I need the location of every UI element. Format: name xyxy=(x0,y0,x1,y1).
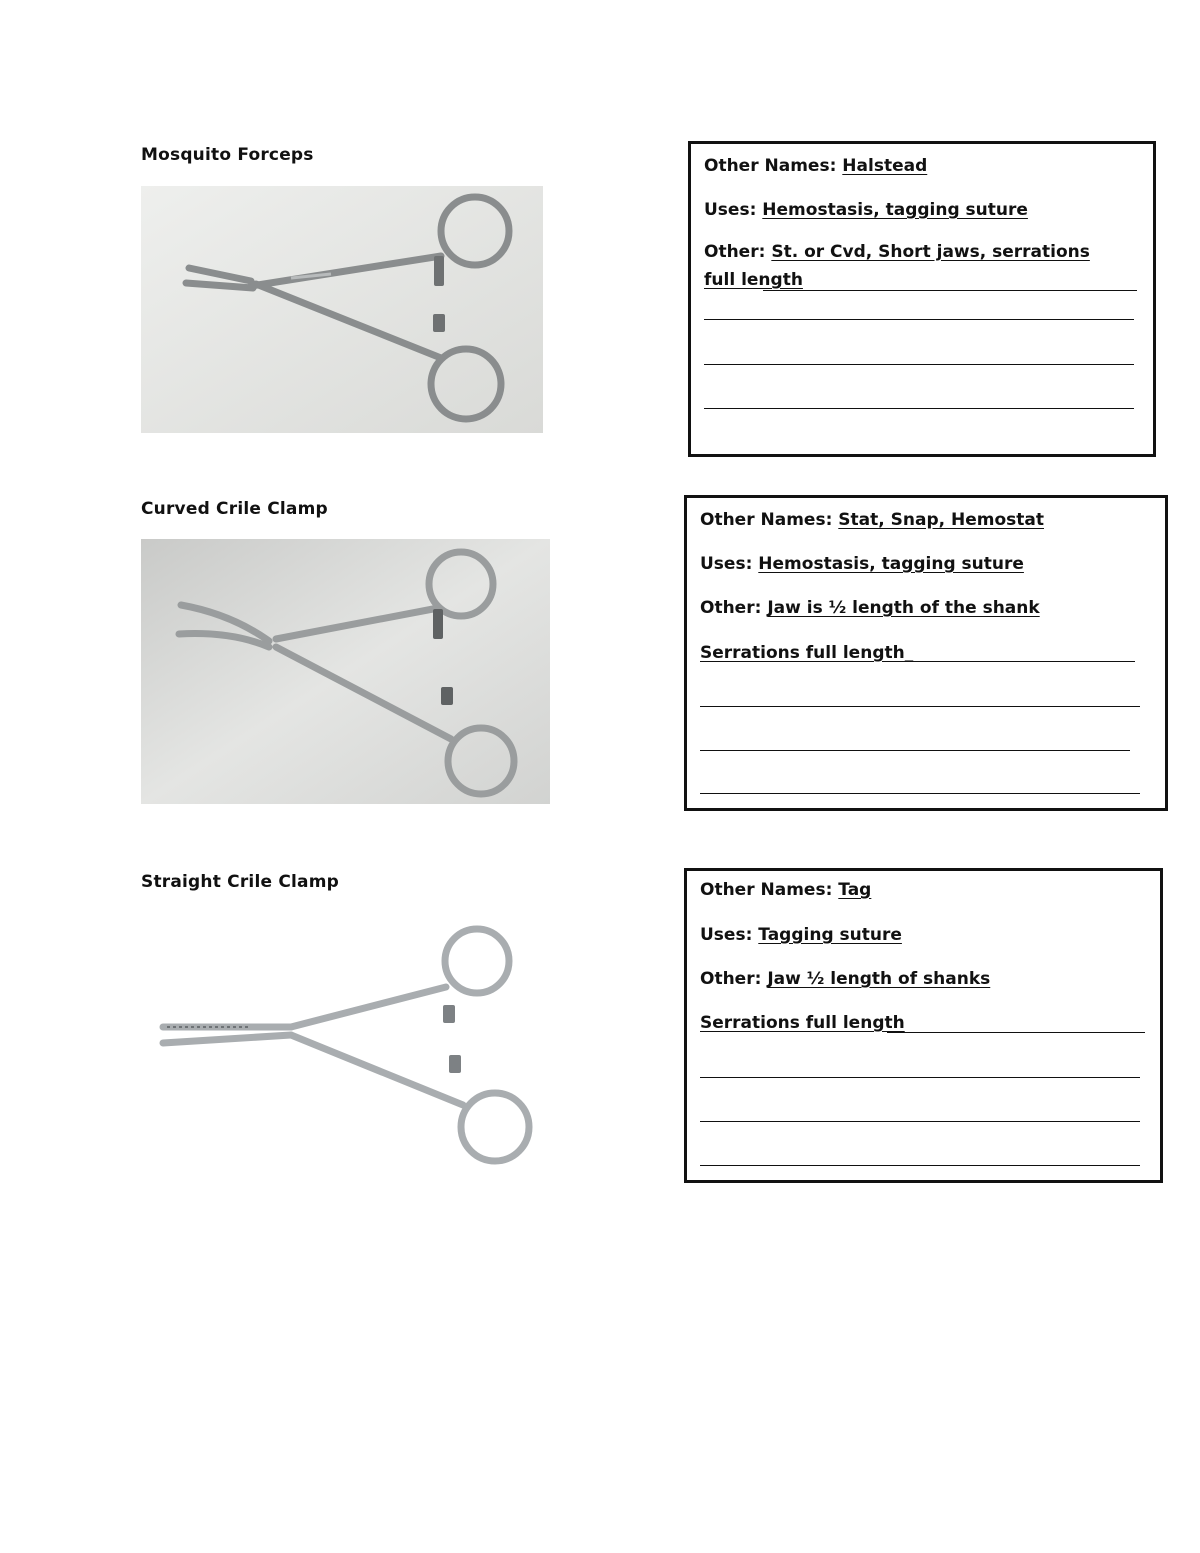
serrations-note: Serrations full length xyxy=(700,1013,905,1033)
instrument-title: Mosquito Forceps xyxy=(141,145,314,165)
clamp-icon xyxy=(141,915,543,1177)
blank-line xyxy=(763,290,1137,291)
uses-field xyxy=(704,200,1028,220)
other-field xyxy=(700,598,1040,618)
other-label: Other: xyxy=(704,242,766,262)
blank-line xyxy=(899,661,1135,662)
mosquito-forceps-photo xyxy=(141,186,543,433)
other-label: Other: xyxy=(700,969,762,989)
uses-value: Hemostasis, tagging suture xyxy=(758,554,1024,574)
other-value: St. or Cvd, Short jaws, serrations full length xyxy=(704,242,1090,290)
other-names-value: Stat, Snap, Hemostat xyxy=(838,510,1044,530)
forceps-icon xyxy=(141,186,543,433)
other-label: Other: xyxy=(700,598,762,618)
uses-label: Uses: xyxy=(700,554,753,574)
uses-field xyxy=(700,554,1024,574)
blank-line xyxy=(700,1121,1140,1122)
blank-line xyxy=(700,706,1140,707)
other-names-value: Tag xyxy=(838,880,872,900)
blank-line xyxy=(700,750,1130,751)
uses-label: Uses: xyxy=(700,925,753,945)
uses-label: Uses: xyxy=(704,200,757,220)
other-names-field xyxy=(704,156,927,176)
other-field xyxy=(700,969,990,989)
uses-value: Hemostasis, tagging suture xyxy=(762,200,1028,220)
instrument-title: Curved Crile Clamp xyxy=(141,499,328,519)
blank-line xyxy=(704,408,1134,409)
other-field xyxy=(704,238,1104,294)
blank-line xyxy=(704,319,1134,320)
instrument-info-card xyxy=(684,868,1163,1183)
other-value: Jaw ½ length of shanks xyxy=(767,969,991,989)
straight-crile-clamp-photo xyxy=(141,915,543,1177)
blank-line xyxy=(700,1165,1140,1166)
instrument-info-card xyxy=(684,495,1168,811)
other-value: Jaw is ½ length of the shank xyxy=(767,598,1040,618)
blank-line xyxy=(700,793,1140,794)
other-names-label: Other Names: xyxy=(700,880,833,900)
blank-line xyxy=(887,1032,1145,1033)
other-names-label: Other Names: xyxy=(704,156,837,176)
uses-field xyxy=(700,925,902,945)
blank-line xyxy=(700,1077,1140,1078)
other-names-value: Halstead xyxy=(842,156,928,176)
other-names-field xyxy=(700,510,1044,530)
uses-value: Tagging suture xyxy=(758,925,902,945)
hemostat-icon xyxy=(141,539,550,804)
curved-crile-clamp-photo xyxy=(141,539,550,804)
instrument-info-card xyxy=(688,141,1156,457)
other-names-field xyxy=(700,880,871,900)
blank-line xyxy=(704,364,1134,365)
serrations-note: Serrations full length_ xyxy=(700,643,914,663)
other-names-label: Other Names: xyxy=(700,510,833,530)
instrument-title: Straight Crile Clamp xyxy=(141,872,339,892)
